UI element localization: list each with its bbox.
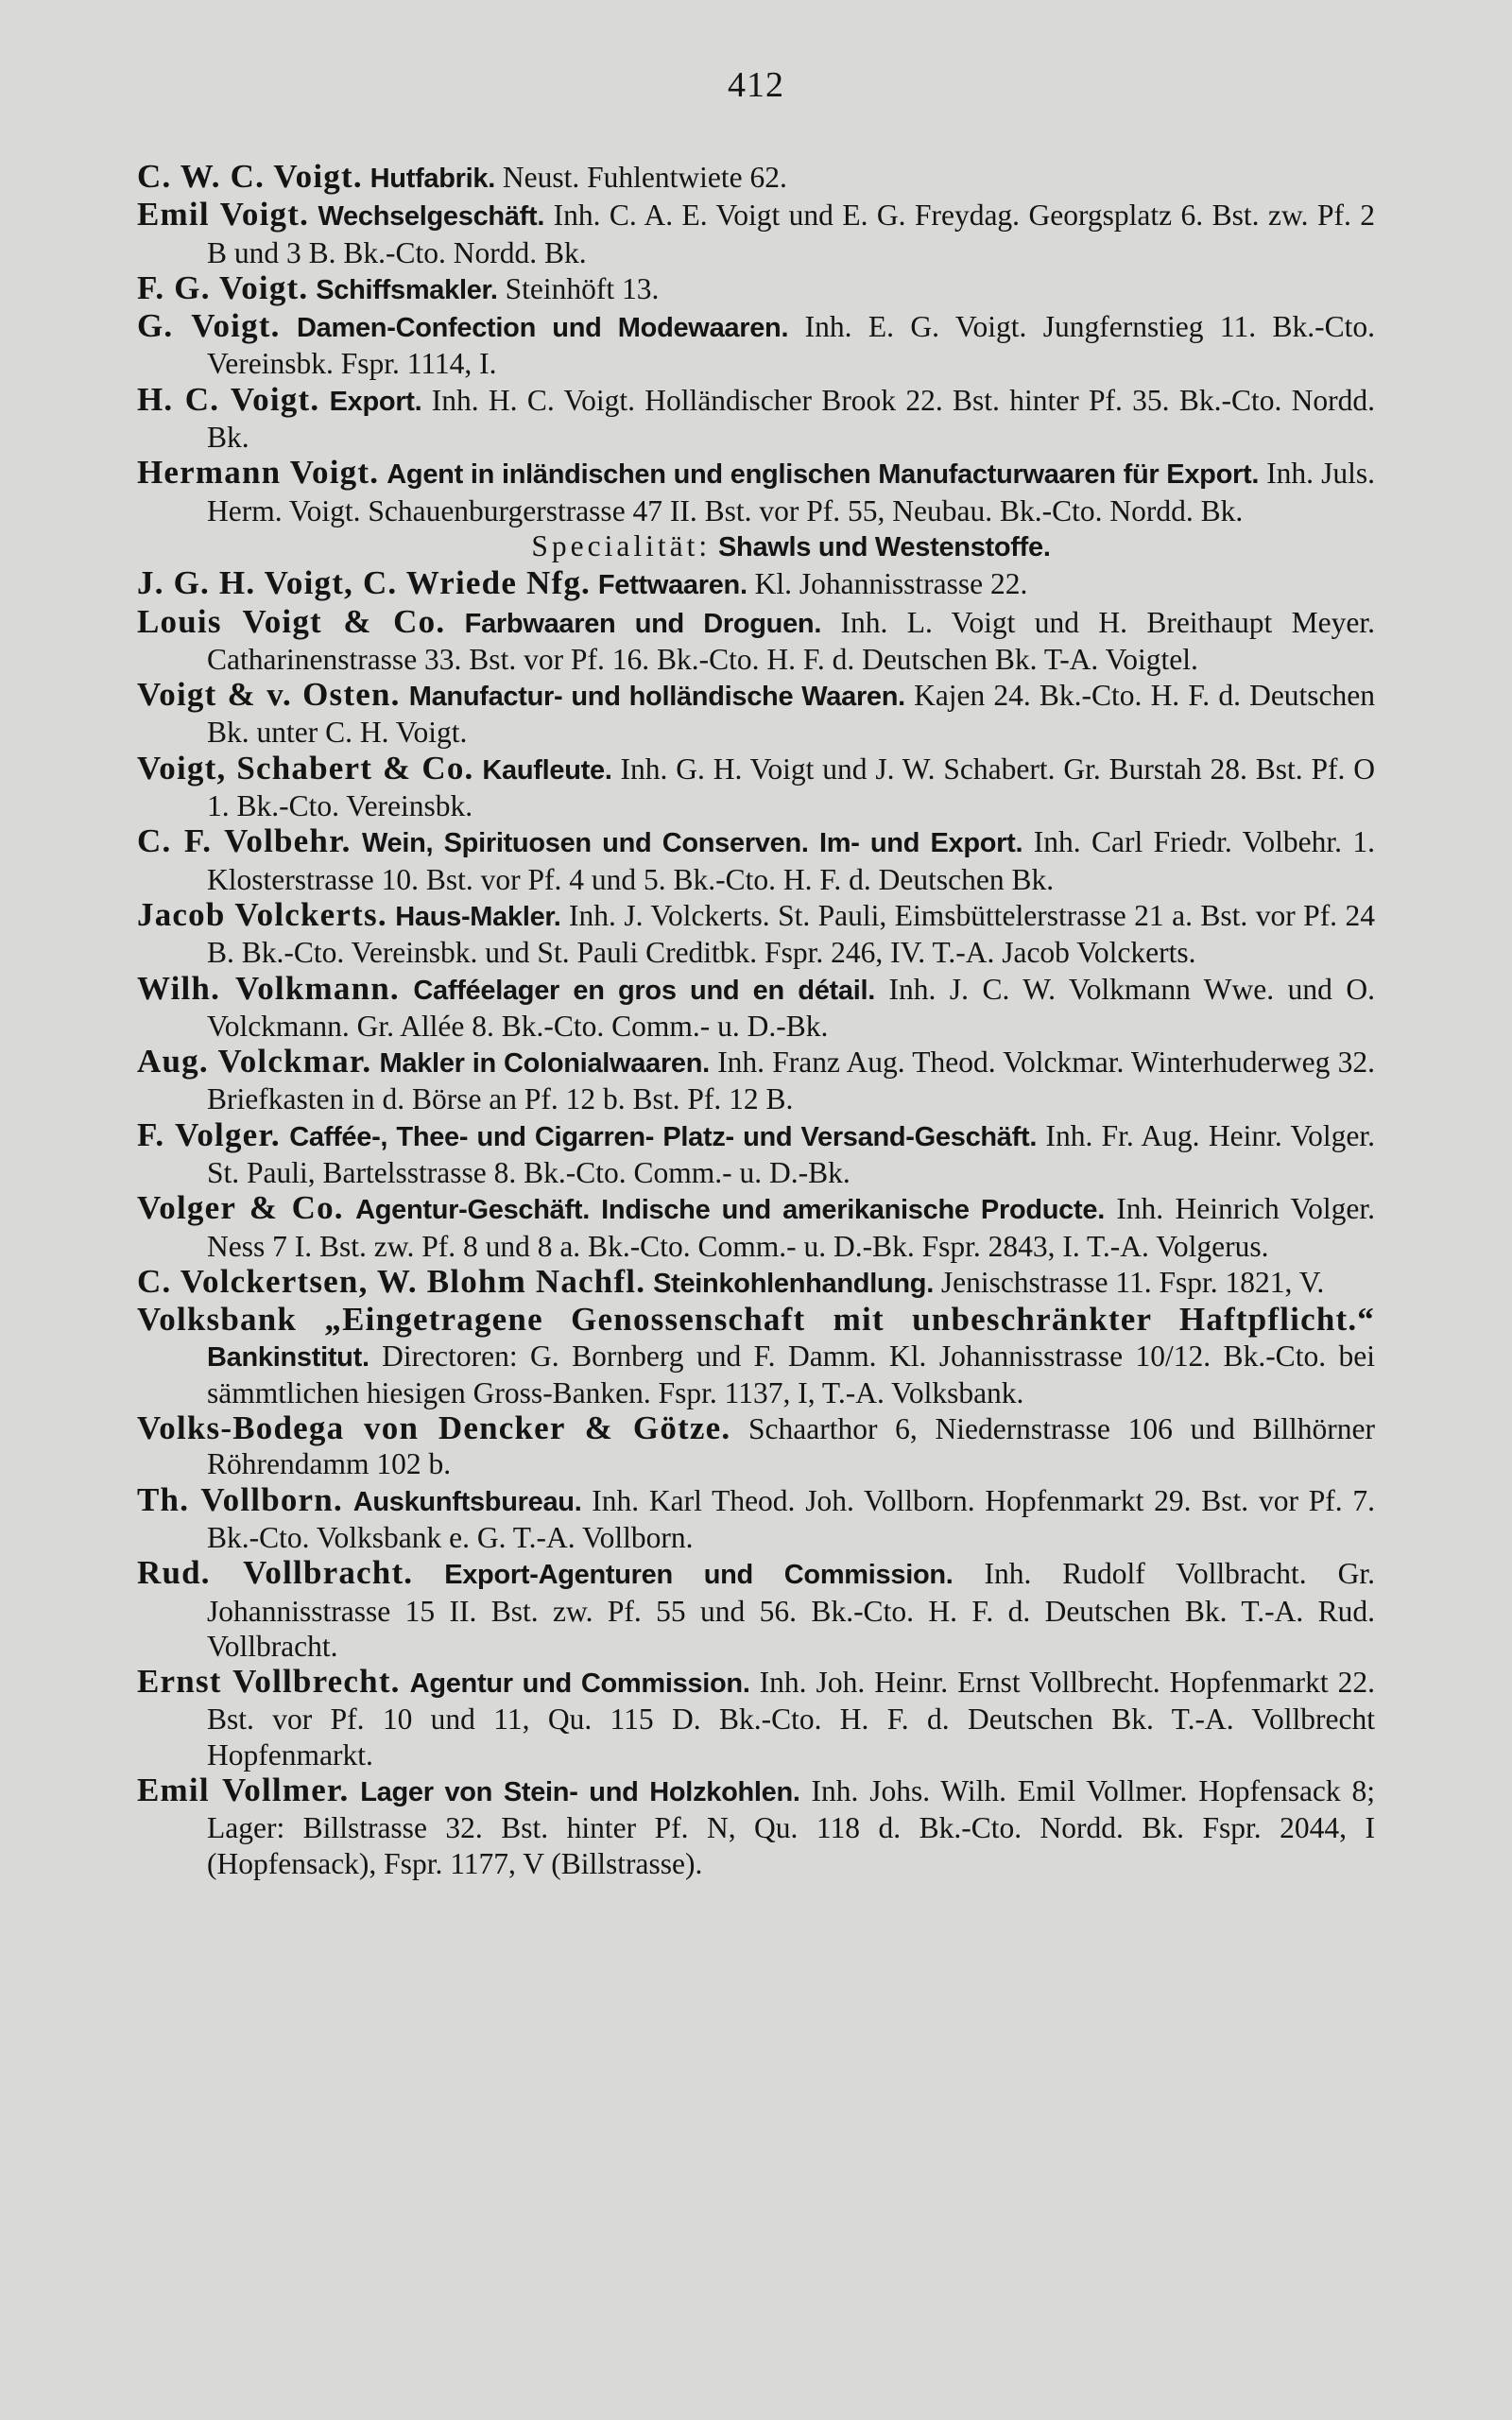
entry-business: Schiffsmakler. bbox=[316, 274, 498, 305]
entry-business: Steinkohlenhandlung. bbox=[653, 1268, 934, 1299]
entry-details: Kl. Johannisstrasse 22. bbox=[754, 567, 1028, 601]
entry-details: Inh. E. G. Voigt. Jungfernstieg 11. Bk.-Cto. Vereinsbk. Fspr. 1114, I. bbox=[207, 310, 1376, 381]
directory-entry bbox=[137, 382, 1375, 456]
entry-name: Rud. Vollbracht. bbox=[137, 1554, 414, 1592]
entry-business: Caffée-, Thee- und Cigarren- Platz- und Versand-Geschäft. bbox=[289, 1121, 1038, 1152]
directory-entry bbox=[137, 1117, 1375, 1191]
entry-business: Wein, Spirituosen und Conserven. Im- und Export. bbox=[362, 828, 1023, 859]
specialty-value: Shawls und Westenstoffe. bbox=[718, 531, 1051, 562]
entry-name: Louis Voigt & Co. bbox=[137, 602, 446, 640]
entry-details: Directoren: G. Bornberg und F. Damm. Kl. Johannisstrasse 10/12. Bk.-Cto. bei sämmtlichen hiesigen Gross-Banken. Fspr. 1137, I, T.-A. Volksbank. bbox=[207, 1339, 1375, 1409]
entry-business: Lager von Stein- und Holzkohlen. bbox=[360, 1777, 800, 1808]
directory-entry bbox=[137, 1264, 1375, 1302]
entry-business: Export-Agenturen und Commission. bbox=[444, 1560, 954, 1591]
directory-entry bbox=[137, 751, 1375, 824]
specialty-line bbox=[137, 528, 1375, 565]
entry-details: Jenischstrasse 11. Fspr. 1821, V. bbox=[940, 1265, 1325, 1299]
directory-entry bbox=[137, 565, 1375, 603]
directory-entry bbox=[137, 1302, 1375, 1410]
entry-details: Neust. Fuhlentwiete 62. bbox=[502, 161, 787, 194]
directory-entry bbox=[137, 1410, 1375, 1482]
entry-details: Inh. Karl Theod. Joh. Vollborn. Hopfenmarkt 29. Bst. vor Pf. 7. Bk.-Cto. Volksbank e. G. T.-A. Vollborn. bbox=[207, 1483, 1376, 1554]
entry-name: Voigt, Schabert & Co. bbox=[137, 749, 474, 786]
directory-entry bbox=[137, 971, 1375, 1045]
entry-details: Steinhöft 13. bbox=[505, 271, 660, 305]
entry-name: J. G. H. Voigt, C. Wriede Nfg. bbox=[137, 564, 591, 602]
directory-entry bbox=[137, 1482, 1375, 1556]
directory-entry bbox=[137, 823, 1375, 897]
entry-name: Aug. Volckmar. bbox=[137, 1043, 372, 1080]
entry-name: F. Volger. bbox=[137, 1115, 281, 1153]
entry-business: Auskunftsbureau. bbox=[352, 1486, 582, 1517]
directory-entry bbox=[137, 270, 1375, 308]
directory-entry bbox=[137, 159, 1375, 197]
entry-business: Farbwaaren und Droguen. bbox=[464, 608, 822, 639]
entry-business: Hutfabrik. bbox=[369, 164, 495, 194]
entry-business: Makler in Colonialwaaren. bbox=[379, 1048, 710, 1080]
entry-business: Export. bbox=[329, 386, 422, 417]
entry-name: F. G. Voigt. bbox=[137, 268, 309, 306]
entry-name: Volks-Bodega von Dencker & Götze. bbox=[137, 1409, 731, 1447]
entry-details: Inh. Rudolf Vollbracht. Gr. Johannisstrasse 15 II. Bst. zw. Pf. 55 und 56. Bk.-Cto. H. F. d. Deutschen Bk. T.-A. Rud. Vollbracht. bbox=[207, 1557, 1375, 1663]
entry-name: C. F. Volbehr. bbox=[137, 822, 352, 860]
entry-name: Hermann Voigt. bbox=[137, 454, 380, 492]
entry-business: Agent in inländischen und englischen Manufacturwaaren für Export. bbox=[387, 459, 1260, 491]
entry-name: C. Volckertsen, W. Blohm Nachfl. bbox=[137, 1262, 646, 1300]
entry-details: Inh. Johs. Wilh. Emil Vollmer. Hopfensack 8; Lager: Billstrasse 32. Bst. hinter Pf. N, Qu. 118 d. Bk.-Cto. Nordd. Bk. Fspr. 2044, I (Hopfensack), Fspr. 1177, V (Billstrasse). bbox=[207, 1774, 1375, 1880]
entry-details: Kajen 24. Bk.-Cto. H. F. d. Deutschen Bk. unter C. H. Voigt. bbox=[207, 679, 1376, 750]
entry-business: Agentur-Geschäft. Indische und amerikanische Producte. bbox=[355, 1195, 1105, 1226]
entry-details: Inh. L. Voigt und H. Breithaupt Meyer. Catharinenstrasse 33. Bst. vor Pf. 16. Bk.-Cto. H. F. d. Deutschen Bk. T-A. Voigtel. bbox=[207, 605, 1376, 676]
specialty-label: Specialität: bbox=[531, 528, 712, 562]
entry-business: Wechselgeschäft. bbox=[318, 201, 545, 233]
entry-details: Inh. Juls. Herm. Voigt. Schauenburgerstrasse 47 II. Bst. vor Pf. 55, Neubau. Bk.-Cto. Nordd. Bk. bbox=[207, 457, 1376, 527]
directory-entry bbox=[137, 897, 1375, 971]
entry-name: Voigt & v. Osten. bbox=[137, 676, 401, 714]
entry-name: Emil Vollmer. bbox=[137, 1772, 350, 1809]
entry-name: C. W. C. Voigt. bbox=[137, 158, 363, 195]
entry-details: Inh. H. C. Voigt. Holländischer Brook 22. Bst. hinter Pf. 35. Bk.-Cto. Nordd. Bk. bbox=[207, 383, 1376, 455]
entry-name: Jacob Volckerts. bbox=[137, 895, 387, 933]
entry-details: Inh. J. C. W. Volkmann Wwe. und O. Volckmann. Gr. Allée 8. Bk.-Cto. Comm.- u. D.-Bk. bbox=[207, 972, 1375, 1043]
entry-business: Haus-Makler. bbox=[395, 901, 561, 932]
entry-business: Damen-Confection und Modewaaren. bbox=[297, 313, 789, 344]
entry-business: Kaufleute. bbox=[482, 754, 612, 786]
directory-entry bbox=[137, 1664, 1375, 1772]
directory-entry bbox=[137, 1772, 1375, 1881]
directory-entry bbox=[137, 604, 1375, 678]
entry-details: Inh. Franz Aug. Theod. Volckmar. Winterhuderweg 32. Briefkasten in d. Börse an Pf. 12 b. Bst. Pf. 12 B. bbox=[207, 1046, 1376, 1116]
directory-entry bbox=[137, 455, 1375, 528]
entry-details: Inh. Carl Friedr. Volbehr. 1. Klosterstrasse 10. Bst. vor Pf. 4 und 5. Bk.-Cto. H. F. d. Deutschen Bk. bbox=[207, 825, 1376, 896]
directory-entry bbox=[137, 1190, 1375, 1264]
entry-name: Wilh. Volkmann. bbox=[137, 969, 400, 1007]
entry-name: Volger & Co. bbox=[137, 1189, 344, 1227]
entry-name: H. C. Voigt. bbox=[137, 380, 320, 418]
entry-name: G. Voigt. bbox=[137, 307, 281, 345]
entry-name: Th. Vollborn. bbox=[137, 1480, 343, 1518]
entry-list bbox=[137, 159, 1375, 1881]
page-number: 412 bbox=[728, 65, 784, 105]
directory-entry bbox=[137, 1555, 1375, 1664]
entry-business: Agentur und Commission. bbox=[409, 1668, 750, 1700]
directory-entry bbox=[137, 1044, 1375, 1117]
directory-entry bbox=[137, 308, 1375, 382]
directory-entry bbox=[137, 197, 1375, 270]
entry-business: Manufactur- und holländische Waaren. bbox=[408, 682, 905, 713]
entry-name: Emil Voigt. bbox=[137, 196, 310, 233]
entry-details: Schaarthor 6, Niedernstrasse 106 und Billhörner Röhrendamm 102 b. bbox=[207, 1412, 1375, 1481]
entry-details: Inh. Heinrich Volger. Ness 7 I. Bst. zw. Pf. 8 und 8 a. Bk.-Cto. Comm.- u. D.-Bk. Fspr. 2843, I. T.-A. Volgerus. bbox=[207, 1192, 1376, 1263]
entry-business: Cafféelager en gros und en détail. bbox=[413, 975, 875, 1006]
entry-details: Inh. J. Volckerts. St. Pauli, Eimsbüttelerstrasse 21 a. Bst. vor Pf. 24 B. Bk.-Cto. Vereinsbk. und St. Pauli Creditbk. Fspr. 246, IV. T.-A. Jacob Volckerts. bbox=[207, 898, 1376, 970]
entry-details: Inh. Joh. Heinr. Ernst Vollbrecht. Hopfenmarkt 22. Bst. vor Pf. 10 und 11, Qu. 115 D. Bk.-Cto. H. F. d. Deutschen Bk. T.-A. Vollbrecht Hopfenmarkt. bbox=[207, 1666, 1376, 1772]
entry-name: Ernst Vollbrecht. bbox=[137, 1663, 401, 1701]
directory-entry bbox=[137, 677, 1375, 751]
entry-details: Inh. Fr. Aug. Heinr. Volger. St. Pauli, Bartelsstrasse 8. Bk.-Cto. Comm.- u. D.-Bk. bbox=[207, 1118, 1376, 1190]
entry-details: Inh. C. A. E. Voigt und E. G. Freydag. Georgsplatz 6. Bst. zw. Pf. 2 B und 3 B. Bk.-Cto. Nordd. Bk. bbox=[207, 199, 1376, 269]
entry-business: Bankinstitut. bbox=[207, 1341, 369, 1373]
entry-details: Inh. G. H. Voigt und J. W. Schabert. Gr. Burstah 28. Bst. Pf. O 1. Bk.-Cto. Vereinsbk. bbox=[207, 752, 1376, 823]
entry-name: Volksbank „Eingetragene Genossenschaft mit unbeschränkter Haftpflicht.“ bbox=[137, 1301, 1375, 1339]
entry-business: Fettwaaren. bbox=[597, 570, 747, 601]
